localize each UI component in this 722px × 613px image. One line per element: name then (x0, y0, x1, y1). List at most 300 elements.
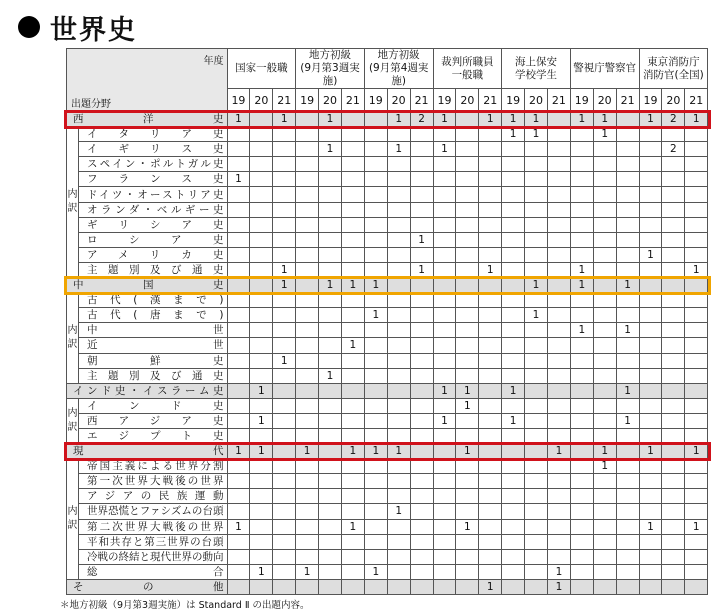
count-cell (250, 338, 273, 353)
count-cell (570, 428, 593, 443)
count-cell (296, 157, 319, 172)
count-cell (570, 444, 593, 459)
count-cell (250, 474, 273, 489)
count-cell (341, 549, 364, 564)
subcategory-label: オランダ・ベルギー史 (79, 202, 228, 217)
count-cell (364, 413, 387, 428)
count-cell: 1 (547, 579, 570, 594)
breakdown-side-label: 内訳 (67, 398, 79, 443)
count-cell: 1 (319, 368, 342, 383)
year-header: 20 (593, 89, 616, 112)
count-cell (570, 187, 593, 202)
count-cell (685, 413, 708, 428)
count-cell (341, 323, 364, 338)
count-cell (639, 428, 662, 443)
count-cell: 1 (502, 383, 525, 398)
count-cell (479, 142, 502, 157)
count-cell (296, 172, 319, 187)
count-cell (525, 187, 548, 202)
count-cell (410, 308, 433, 323)
count-cell (639, 383, 662, 398)
count-cell (410, 368, 433, 383)
count-cell (502, 187, 525, 202)
count-cell: 1 (410, 262, 433, 277)
corner-header (67, 49, 228, 112)
category-row (67, 579, 708, 594)
count-cell (616, 232, 639, 247)
count-cell (433, 157, 456, 172)
count-cell (319, 262, 342, 277)
count-cell: 1 (456, 519, 479, 534)
count-cell (639, 504, 662, 519)
subcategory-row (67, 202, 708, 217)
count-cell (525, 549, 548, 564)
count-cell (639, 579, 662, 594)
count-cell (227, 262, 250, 277)
count-cell (616, 519, 639, 534)
count-cell (662, 398, 685, 413)
count-cell (387, 308, 410, 323)
count-cell (639, 187, 662, 202)
count-cell (227, 247, 250, 262)
subcategory-label: 冷戦の終結と現代世界の動向 (79, 549, 228, 564)
count-cell (639, 202, 662, 217)
exam-group-header: 海上保安 学校学生 (502, 49, 571, 89)
year-header: 19 (433, 89, 456, 112)
count-cell (593, 293, 616, 308)
count-cell (341, 459, 364, 474)
count-cell (227, 474, 250, 489)
count-cell (273, 428, 296, 443)
count-cell (296, 489, 319, 504)
subcategory-row (67, 534, 708, 549)
count-cell (387, 172, 410, 187)
count-cell (250, 428, 273, 443)
count-cell (547, 127, 570, 142)
count-cell (227, 579, 250, 594)
count-cell (479, 564, 502, 579)
count-cell (341, 353, 364, 368)
count-cell (685, 247, 708, 262)
count-cell (639, 293, 662, 308)
count-cell (502, 564, 525, 579)
count-cell (639, 323, 662, 338)
count-cell (570, 293, 593, 308)
count-cell (547, 232, 570, 247)
count-cell (525, 247, 548, 262)
count-cell (227, 293, 250, 308)
count-cell (479, 232, 502, 247)
count-cell (616, 187, 639, 202)
count-cell (387, 323, 410, 338)
count-cell (273, 308, 296, 323)
count-cell (273, 489, 296, 504)
count-cell (364, 474, 387, 489)
count-cell (570, 172, 593, 187)
count-cell (319, 398, 342, 413)
count-cell (570, 549, 593, 564)
count-cell: 1 (456, 383, 479, 398)
subcategory-label: イギリス史 (79, 142, 228, 157)
count-cell (227, 217, 250, 232)
count-cell (273, 127, 296, 142)
count-cell (296, 474, 319, 489)
count-cell (479, 428, 502, 443)
count-cell (479, 398, 502, 413)
count-cell (319, 338, 342, 353)
count-cell: 1 (227, 112, 250, 127)
count-cell (662, 504, 685, 519)
count-cell (639, 489, 662, 504)
count-cell (319, 323, 342, 338)
count-cell (273, 232, 296, 247)
category-row (67, 383, 708, 398)
count-cell (364, 127, 387, 142)
count-cell (639, 398, 662, 413)
count-cell (250, 142, 273, 157)
count-cell (662, 489, 685, 504)
count-cell (341, 564, 364, 579)
count-cell (662, 308, 685, 323)
count-cell (662, 564, 685, 579)
count-cell (387, 564, 410, 579)
count-cell (593, 368, 616, 383)
count-cell (593, 323, 616, 338)
count-cell (341, 534, 364, 549)
year-header: 19 (296, 89, 319, 112)
count-cell (547, 247, 570, 262)
count-cell (296, 112, 319, 127)
count-cell (296, 127, 319, 142)
count-cell: 1 (387, 444, 410, 459)
count-cell (547, 504, 570, 519)
subcategory-label: 第一次世界大戦後の世界 (79, 474, 228, 489)
count-cell: 1 (250, 444, 273, 459)
count-cell: 1 (570, 112, 593, 127)
count-cell (502, 549, 525, 564)
count-cell (273, 157, 296, 172)
count-cell (456, 549, 479, 564)
count-cell (227, 157, 250, 172)
subcategory-row (67, 247, 708, 262)
count-cell (364, 202, 387, 217)
count-cell (227, 564, 250, 579)
count-cell (479, 278, 502, 293)
count-cell (250, 112, 273, 127)
count-cell (296, 217, 319, 232)
count-cell (479, 459, 502, 474)
count-cell (479, 217, 502, 232)
count-cell (433, 398, 456, 413)
subcategory-row (67, 398, 708, 413)
count-cell (341, 262, 364, 277)
count-cell (662, 428, 685, 443)
count-cell (296, 293, 319, 308)
count-cell (433, 308, 456, 323)
count-cell (433, 353, 456, 368)
count-cell (273, 338, 296, 353)
count-cell (250, 534, 273, 549)
count-cell (410, 187, 433, 202)
count-cell (227, 142, 250, 157)
count-cell (616, 504, 639, 519)
count-cell (296, 187, 319, 202)
count-cell (616, 217, 639, 232)
count-cell (502, 398, 525, 413)
subcategory-label: インド史 (79, 398, 228, 413)
count-cell (456, 127, 479, 142)
count-cell (410, 413, 433, 428)
subcategory-row (67, 564, 708, 579)
count-cell (250, 202, 273, 217)
count-cell (547, 338, 570, 353)
count-cell (387, 202, 410, 217)
count-cell: 1 (616, 383, 639, 398)
subcategory-label: 世界恐慌とファシズムの台頭 (79, 504, 228, 519)
count-cell (296, 202, 319, 217)
count-cell (502, 504, 525, 519)
count-cell (525, 413, 548, 428)
count-cell (593, 308, 616, 323)
count-cell (456, 232, 479, 247)
count-cell (525, 172, 548, 187)
exam-group-header: 地方初級 (9月第4週実施) (364, 49, 433, 89)
subcategory-label: 古代(漢まで) (79, 293, 228, 308)
subcategory-label: 第二次世界大戦後の世界 (79, 519, 228, 534)
count-cell (685, 564, 708, 579)
count-cell (387, 127, 410, 142)
count-cell (639, 413, 662, 428)
count-cell (547, 278, 570, 293)
count-cell: 2 (410, 112, 433, 127)
subcategory-row (67, 428, 708, 443)
count-cell (616, 398, 639, 413)
count-cell (525, 444, 548, 459)
count-cell (593, 579, 616, 594)
count-cell (479, 504, 502, 519)
count-cell (296, 308, 319, 323)
count-cell (502, 519, 525, 534)
count-cell: 1 (593, 127, 616, 142)
count-cell (456, 474, 479, 489)
count-cell (387, 398, 410, 413)
count-cell (525, 202, 548, 217)
count-cell (685, 142, 708, 157)
count-cell (456, 353, 479, 368)
subcategory-label: 中世 (79, 323, 228, 338)
count-cell (662, 413, 685, 428)
count-cell (341, 308, 364, 323)
count-cell (685, 534, 708, 549)
count-cell (570, 338, 593, 353)
count-cell (387, 157, 410, 172)
year-header: 21 (547, 89, 570, 112)
count-cell (502, 338, 525, 353)
subcategory-label: スペイン・ポルトガル史 (79, 157, 228, 172)
count-cell (662, 579, 685, 594)
count-cell (364, 489, 387, 504)
count-cell (273, 368, 296, 383)
count-cell (250, 579, 273, 594)
count-cell (341, 398, 364, 413)
count-cell: 1 (502, 127, 525, 142)
breakdown-side-label: 内訳 (67, 127, 79, 278)
count-cell (319, 232, 342, 247)
subcategory-row (67, 459, 708, 474)
bullet-icon (18, 16, 40, 38)
count-cell (502, 157, 525, 172)
count-cell (502, 172, 525, 187)
count-cell (570, 474, 593, 489)
count-cell (570, 157, 593, 172)
count-cell (341, 474, 364, 489)
count-cell (662, 217, 685, 232)
count-cell (479, 383, 502, 398)
count-cell: 1 (296, 444, 319, 459)
count-cell (570, 564, 593, 579)
count-cell (593, 383, 616, 398)
count-cell (364, 247, 387, 262)
count-cell (502, 459, 525, 474)
count-cell: 1 (227, 519, 250, 534)
count-cell (433, 172, 456, 187)
count-cell (387, 247, 410, 262)
subcategory-row (67, 519, 708, 534)
count-cell: 1 (456, 398, 479, 413)
count-cell (502, 353, 525, 368)
count-cell (410, 247, 433, 262)
count-cell (227, 459, 250, 474)
count-cell (662, 172, 685, 187)
count-cell: 1 (433, 112, 456, 127)
count-cell (616, 459, 639, 474)
count-cell (364, 353, 387, 368)
count-cell (364, 383, 387, 398)
count-cell (227, 368, 250, 383)
subcategory-row (67, 368, 708, 383)
count-cell (296, 262, 319, 277)
count-cell (662, 187, 685, 202)
count-cell (433, 444, 456, 459)
count-cell: 1 (410, 232, 433, 247)
count-cell (479, 172, 502, 187)
count-cell (502, 262, 525, 277)
subcategory-row (67, 172, 708, 187)
count-cell (616, 444, 639, 459)
count-cell (341, 187, 364, 202)
count-cell (685, 157, 708, 172)
count-cell (250, 368, 273, 383)
breakdown-side-label: 内訳 (67, 459, 79, 580)
count-cell (479, 489, 502, 504)
count-cell (616, 112, 639, 127)
count-cell (547, 519, 570, 534)
count-cell (616, 142, 639, 157)
count-cell: 1 (685, 112, 708, 127)
count-cell: 1 (250, 413, 273, 428)
count-cell (502, 534, 525, 549)
count-cell (410, 534, 433, 549)
count-cell (387, 519, 410, 534)
count-cell (685, 202, 708, 217)
count-cell (364, 504, 387, 519)
count-cell (456, 459, 479, 474)
count-cell (319, 413, 342, 428)
count-cell (341, 489, 364, 504)
count-cell (296, 413, 319, 428)
count-cell (639, 278, 662, 293)
count-cell (433, 489, 456, 504)
count-cell (296, 323, 319, 338)
count-cell (273, 217, 296, 232)
count-cell (410, 549, 433, 564)
count-cell (273, 142, 296, 157)
count-cell (364, 368, 387, 383)
subcategory-row (67, 187, 708, 202)
count-cell (570, 142, 593, 157)
count-cell (250, 353, 273, 368)
count-cell: 1 (479, 579, 502, 594)
count-cell (250, 217, 273, 232)
year-header: 21 (341, 89, 364, 112)
year-header: 21 (616, 89, 639, 112)
count-cell (685, 308, 708, 323)
count-cell: 1 (250, 383, 273, 398)
category-label: その他 (67, 579, 228, 594)
count-cell (479, 368, 502, 383)
count-cell (273, 383, 296, 398)
count-cell (364, 112, 387, 127)
count-cell (639, 262, 662, 277)
count-cell (387, 217, 410, 232)
count-cell (525, 474, 548, 489)
count-cell (547, 534, 570, 549)
count-cell: 1 (525, 278, 548, 293)
count-cell (525, 262, 548, 277)
count-cell (502, 202, 525, 217)
count-cell: 1 (547, 564, 570, 579)
year-header: 20 (319, 89, 342, 112)
count-cell (639, 308, 662, 323)
count-cell (227, 308, 250, 323)
subcategory-row (67, 323, 708, 338)
count-cell (250, 519, 273, 534)
count-cell (341, 127, 364, 142)
count-cell (593, 489, 616, 504)
count-cell (593, 247, 616, 262)
count-cell (456, 413, 479, 428)
count-cell (479, 202, 502, 217)
count-cell: 1 (547, 444, 570, 459)
count-cell (227, 413, 250, 428)
count-cell: 1 (593, 459, 616, 474)
count-cell (570, 534, 593, 549)
count-cell (387, 474, 410, 489)
count-cell: 1 (341, 338, 364, 353)
count-cell: 1 (639, 444, 662, 459)
count-cell (227, 489, 250, 504)
year-header: 20 (662, 89, 685, 112)
count-cell: 1 (319, 112, 342, 127)
subcategory-row (67, 142, 708, 157)
count-cell (456, 247, 479, 262)
count-cell (479, 323, 502, 338)
count-cell (547, 112, 570, 127)
count-cell (319, 202, 342, 217)
count-cell (341, 293, 364, 308)
count-cell (456, 172, 479, 187)
count-cell (364, 338, 387, 353)
